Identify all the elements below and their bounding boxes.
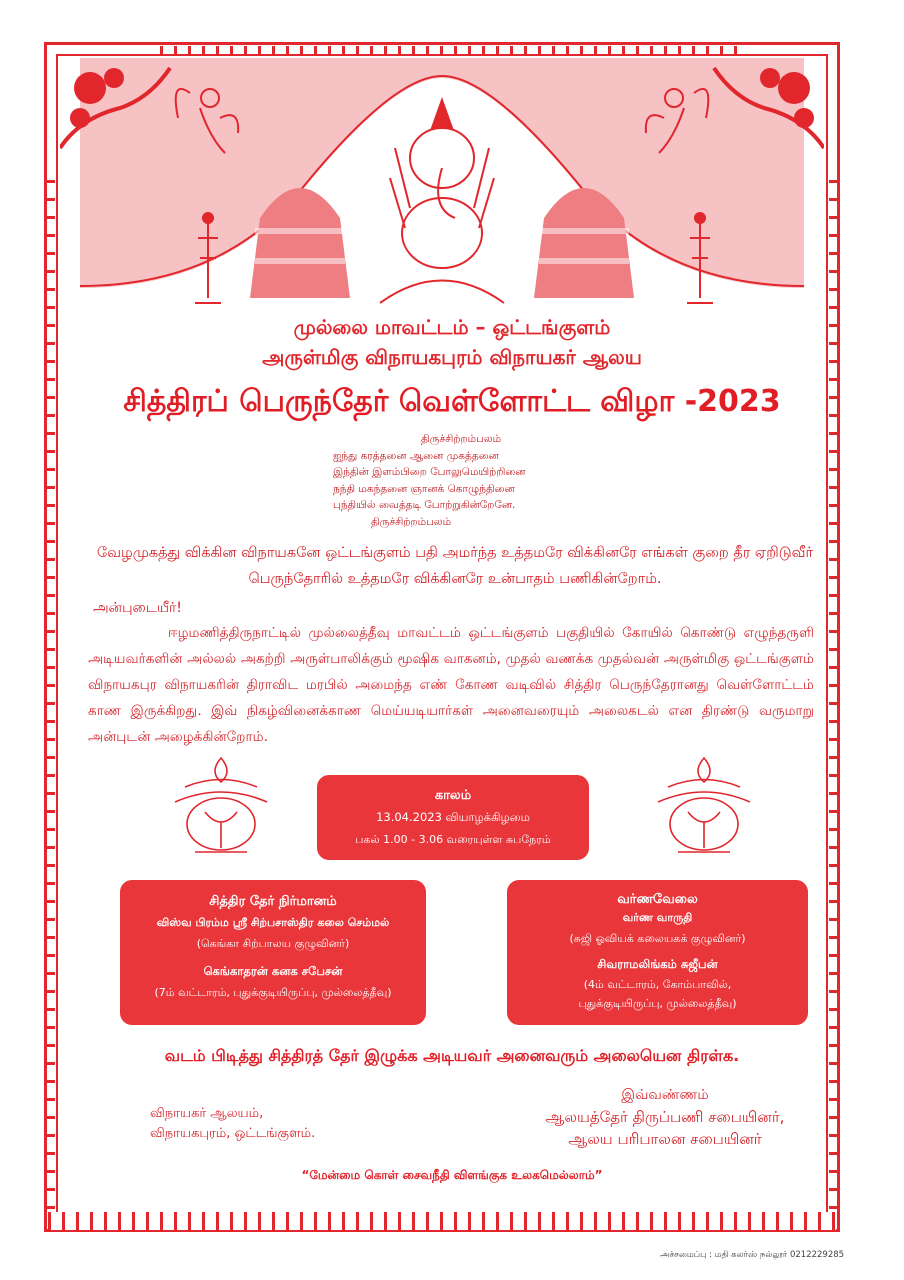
painting-title: வர்ணவேலை (617, 892, 698, 907)
event-time: பகல் 1.00 - 3.06 வரையுள்ள சுபநேரம் (355, 833, 551, 846)
painting-address-1: (4ம் வட்டாரம், கோம்பாவில், (583, 978, 732, 991)
kalasam-left-icon (165, 752, 277, 860)
construction-person1: விஸ்வ பிரம்ம ஸ்ரீ சிற்பசாஸ்திர கலை செம்மல் (156, 916, 390, 929)
address-line-1: விநாயகர் ஆலயம், (150, 1106, 264, 1121)
signature-prefix: இவ்வண்ணம் (621, 1087, 709, 1103)
ganesha-icon (380, 100, 504, 303)
verse-line: இந்தின் இளம்பிறை போலுமெயிற்றினை (333, 466, 526, 478)
verse-line: திருச்சிற்றம்பலம் (421, 433, 502, 445)
prayer-paragraph: வேழமுகத்து விக்கின விநாயகனே ஒட்டங்குளம் பதி அமர்ந்த உத்தமரே விக்கினரே எங்கள் குறை தீர ஏறிடுவீர் பெருந்தோரில் உத்தமரே விக்கினரே உன்பாதம் பணிகின்றோம். (96, 545, 814, 587)
temple-heading: அருள்மிகு விநாயகபுரம் விநாயகர் ஆலய (262, 345, 642, 369)
motto: “மேன்மை கொள் சைவநீதி விளங்குக உலகமெல்லாம்” (301, 1168, 603, 1182)
signature-line-1: ஆலயத்தேர் திருப்பணி சபையினர், (545, 1108, 785, 1126)
construction-address: (7ம் வட்டாரம், புதுக்குடியிருப்பு, முல்லைத்தீவு) (154, 986, 392, 999)
time-label: காலம் (434, 788, 472, 803)
verse-line: ஐந்து கரத்தனை ஆனை முகத்தனை (333, 449, 499, 462)
painting-box (507, 880, 808, 1025)
festival-title: சித்திரப் பெருந்தேர் வெள்ளோட்ட விழா -2023 (123, 384, 781, 419)
construction-group: (கெங்கா சிற்பாலய குழுவினர்) (196, 937, 350, 950)
top-pattern-band (160, 46, 740, 54)
time-box (317, 775, 589, 860)
signature-line-2: ஆலய பரிபாலன சபையினர் (568, 1130, 762, 1148)
address-line-2: விநாயகபுரம், ஒட்டங்குளம். (150, 1126, 316, 1141)
event-date: 13.04.2023 வியாழக்கிழமை (376, 810, 530, 824)
construction-title: சித்திர தேர் நிர்மானம் (209, 894, 337, 909)
invitation-paragraph: ஈழமணித்திருநாட்டில் முல்லைத்தீவு மாவட்டம் ஒட்டங்குளம் பகுதியில் கோயில் கொண்டு எழுந்தருளி அடியவர்களின் அல்லல் அகற்றி அருள்பாலிக்கும் மூஷிக வாகனம், முதல் வணக்க முதல்வன் அருள்மிகு ஒட்டங்குளம் விநாயகபுர விநாயகரின் திராவிட மரபில் அமைந்த எண் கோண வடிவில் சித்திர பெருந்தேரானது வெள்ளோட்டம் காண இருக்கிறது. இவ் நிகழ்வினைக்காண மெய்யடியார்கள் அனைவரையும் அலைகடல் என திரண்டு வருமாறு அன்புடன் அழைக்கின்றோம். (88, 625, 814, 745)
bottom-pattern-band (48, 1212, 836, 1230)
call-to-devotees: வடம் பிடித்து சித்திரத் தேர் இழுக்க அடியவர் அனைவரும் அலையென திரள்க. (164, 1046, 740, 1065)
district-heading: முல்லை மாவட்டம் – ஒட்டங்குளம் (293, 315, 611, 339)
construction-person2: கெங்காதரன் கனக சபேசன் (203, 964, 343, 978)
kalasam-right-icon (648, 752, 760, 860)
painting-person2: சிவராமலிங்கம் சுஜீபன் (597, 957, 718, 971)
signature-block (500, 1084, 830, 1150)
painting-person1: வர்ண வாருதி (622, 911, 693, 924)
verse-line: புந்தியில் வைத்தடி போற்றுகின்றேனே. (333, 499, 516, 511)
painting-group: (சுஜி ஓவியக் கலையகக் குழுவினர்) (569, 932, 746, 945)
printer-credit: அச்சமைப்பு : மதி கலர்ஸ் நல்லூர் 0212229285 (660, 1250, 845, 1260)
verse-block (333, 431, 525, 530)
verse-line: நந்தி மகந்தனை ஞானக் கொழுந்தினை (333, 482, 515, 495)
header-arch-artwork (60, 58, 824, 308)
painting-address-2: புதுக்குடியிருப்பு, முல்லைத்தீவு) (578, 997, 737, 1010)
verse-line: திருச்சிற்றம்பலம் (371, 515, 452, 528)
temple-address (150, 1104, 315, 1144)
greeting: அன்புடையீர்! (93, 600, 182, 616)
construction-box (120, 880, 426, 1025)
